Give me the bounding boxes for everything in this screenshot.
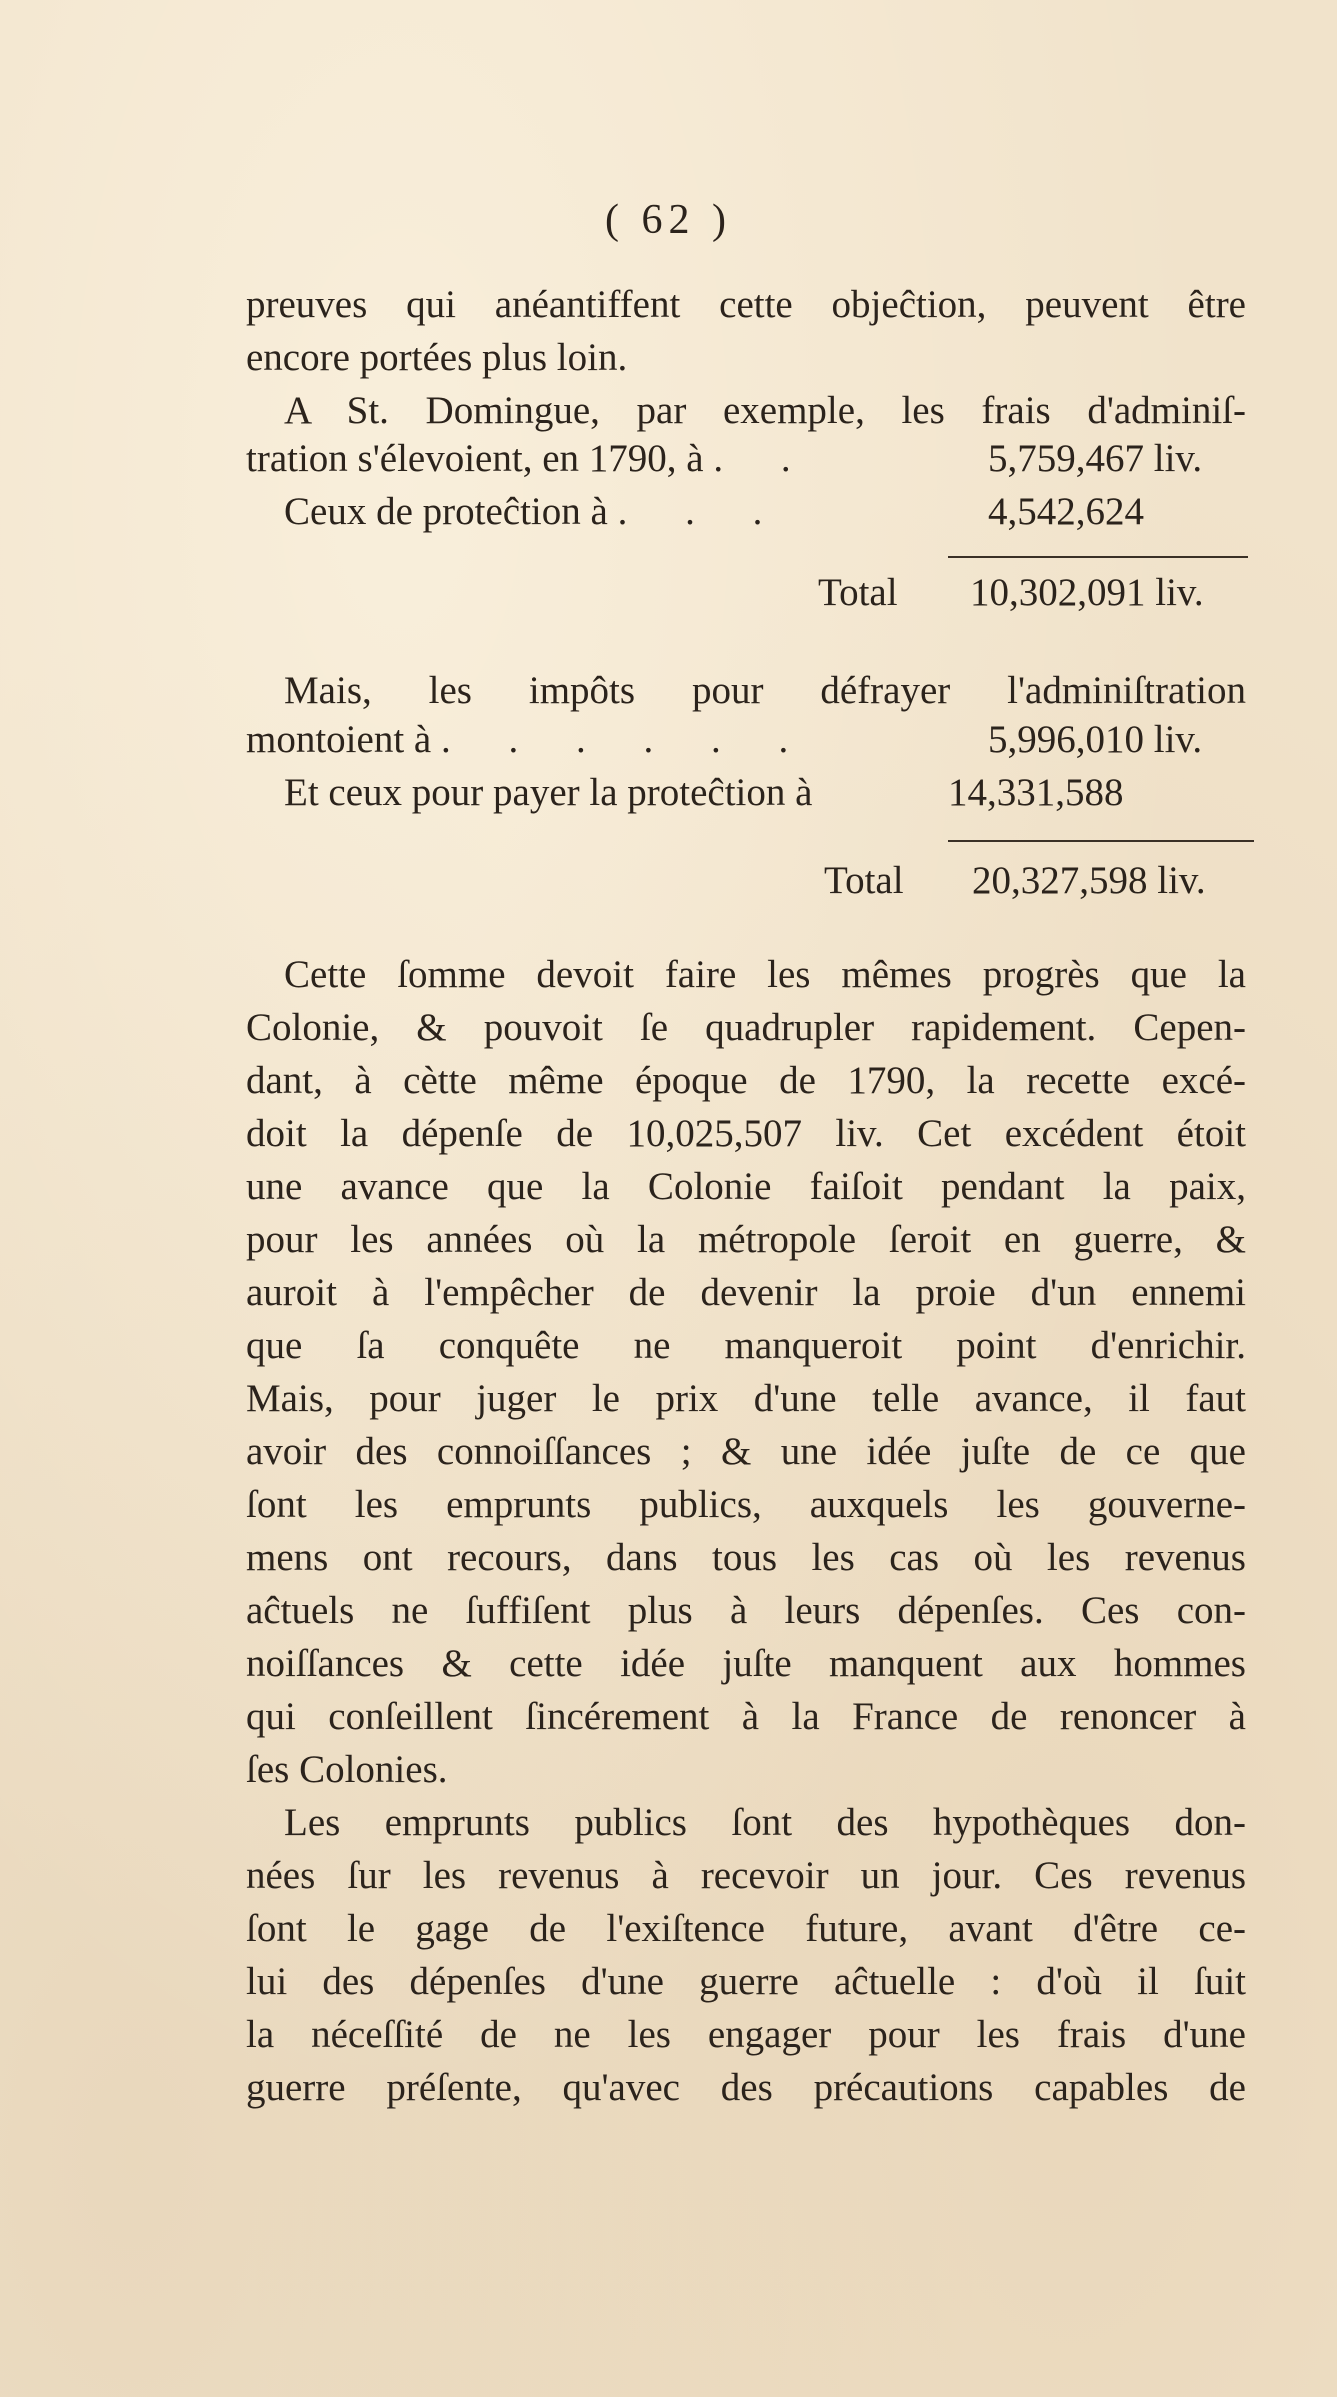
text-line: pour les années où la métropole ſeroit en guerre, & bbox=[246, 1218, 1246, 1261]
text-line: avoir des connoiſſances ; & une idée juſte de ce que bbox=[246, 1430, 1246, 1473]
table2-row1-amount: 5,996,010 liv. bbox=[988, 718, 1203, 761]
table1-row2-amount: 4,542,624 bbox=[988, 490, 1144, 533]
paragraph-2 bbox=[246, 1796, 1246, 2114]
text-line: mens ont recours, dans tous les cas où les revenus bbox=[246, 1536, 1246, 1579]
text-line: encore portées plus loin. bbox=[246, 336, 628, 379]
table1-total-amount: 10,302,091 liv. bbox=[970, 571, 1204, 614]
table2-row1 bbox=[246, 717, 812, 762]
text-line: la néceſſité de ne les engager pour les frais d'une bbox=[246, 2013, 1246, 2056]
table1-total-label: Total bbox=[818, 571, 898, 614]
table1-row1 bbox=[246, 436, 815, 481]
table1-row1-label: tration s'élevoient, en 1790, à bbox=[246, 437, 704, 480]
text-line: Cette ſomme devoit faire les mêmes progrès que la bbox=[284, 953, 1246, 996]
text-line: lui des dépenſes d'une guerre aĉtuelle : d'où il ſuit bbox=[246, 1960, 1246, 2003]
text-line: qui conſeillent ſincérement à la France de renoncer à bbox=[246, 1695, 1246, 1738]
text-line: noiſſances & cette idée juſte manquent aux hommes bbox=[246, 1642, 1246, 1685]
text-line: Colonie, & pouvoit ſe quadrupler rapidement. Cepen- bbox=[246, 1006, 1246, 1049]
table1-row2 bbox=[284, 489, 786, 534]
sum-rule bbox=[948, 556, 1248, 558]
text-line: Mais, pour juger le prix d'une telle avance, il faut bbox=[246, 1377, 1246, 1420]
table2-row2 bbox=[284, 770, 812, 815]
table2-row2-label: Et ceux pour payer la proteĉtion à bbox=[284, 771, 813, 814]
text-line: que ſa conquête ne manqueroit point d'enrichir. bbox=[246, 1324, 1246, 1367]
text-line: A St. Domingue, par exemple, les frais d'adminiſ- bbox=[284, 389, 1246, 432]
text-line: preuves qui anéantiffent cette objeĉtion, peuvent être bbox=[246, 283, 1246, 326]
text-line: ſes Colonies. bbox=[246, 1748, 448, 1791]
text-line: une avance que la Colonie faiſoit pendant la paix, bbox=[246, 1165, 1246, 1208]
table2-intro bbox=[246, 664, 1246, 717]
text-line: Mais, les impôts pour défrayer l'adminiſtration bbox=[284, 669, 1246, 712]
table2-row2-amount: 14,331,588 bbox=[948, 771, 1124, 814]
text-line: aĉtuels ne ſuffiſent plus à leurs dépenſes. Ces con- bbox=[246, 1589, 1246, 1632]
leader-dots: . . . . . . bbox=[440, 718, 813, 761]
sum-rule bbox=[948, 840, 1254, 842]
text-line: dant, à cètte même époque de 1790, la recette excé- bbox=[246, 1059, 1246, 1102]
leader-dots: . . . bbox=[617, 490, 787, 533]
text-line: doit la dépenſe de 10,025,507 liv. Cet excédent étoit bbox=[246, 1112, 1246, 1155]
page-number: ( 62 ) bbox=[605, 197, 732, 243]
table2-row1-label: montoient à bbox=[246, 718, 432, 761]
table1-row1-amount: 5,759,467 liv. bbox=[988, 437, 1203, 480]
table1-row2-label: Ceux de proteĉtion à bbox=[284, 490, 608, 533]
text-line: auroit à l'empêcher de devenir la proie d'un ennemi bbox=[246, 1271, 1246, 1314]
leader-dots: . . bbox=[713, 437, 815, 480]
table2-total-label: Total bbox=[824, 859, 904, 902]
table2-total-amount: 20,327,598 liv. bbox=[972, 859, 1206, 902]
text-line: nées ſur les revenus à recevoir un jour. Ces revenus bbox=[246, 1854, 1246, 1897]
paragraph-1 bbox=[246, 948, 1246, 1796]
text-line: ſont le gage de l'exiſtence future, avant d'être ce- bbox=[246, 1907, 1246, 1950]
text-line: ſont les emprunts publics, auxquels les gouverne- bbox=[246, 1483, 1246, 1526]
text-line: guerre préſente, qu'avec des précautions capables de bbox=[246, 2066, 1246, 2109]
intro-text bbox=[246, 278, 1246, 437]
text-line: Les emprunts publics ſont des hypothèques don- bbox=[284, 1801, 1246, 1844]
